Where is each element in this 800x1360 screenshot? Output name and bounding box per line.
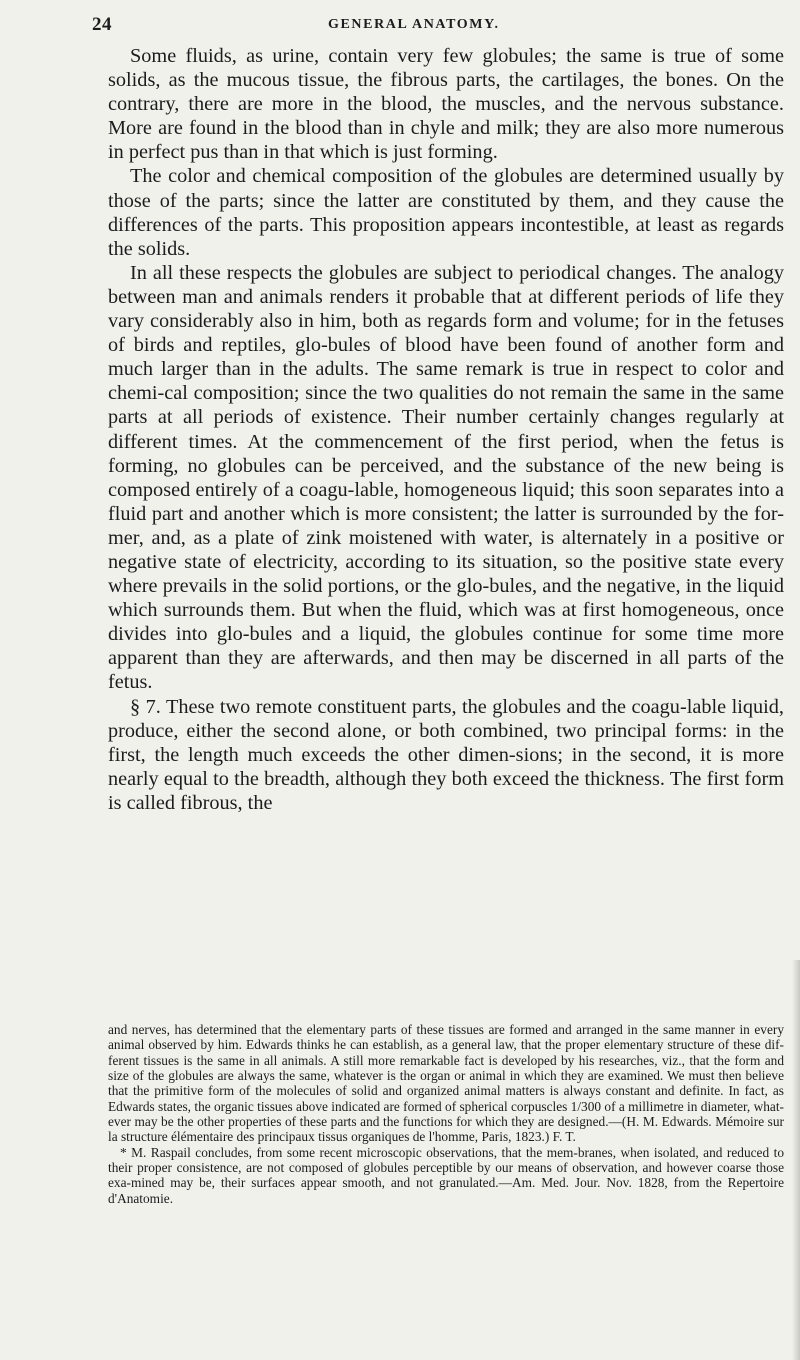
page-edge-shadow — [792, 960, 800, 1360]
paragraph-globule-distribution: Some fluids, as urine, contain very few globules; the same is true of some solids, as the mucous tissue, the fibrous parts, the cartilages, the bones. On the contrary, there are more in the blood, the muscles, and the nervous substance. More are found in the blood than in chyle and milk; they are also more numerous in perfect pus than in that which is just forming. — [108, 45, 784, 164]
footnote-edwards-continuation: and nerves, has determined that the elementary parts of these tissues are formed and arranged in the same manner in every animal observed by him. Edwards thinks he can establish, as a general law, that the proper elementary structure of these dif-ferent tissues is the same in all animals. A still more remarkable fact is developed by his researches, viz., that the form and size of the globules are always the same, whatever is the organ or animal in which they are examined. We must then believe that the primitive form of the molecules of solid and organized animal matters is always constant and definite. In fact, as Edwards states, the organic tissues above indicated are formed of spherical corpuscles 1/300 of a millimetre in diameter, what-ever may be the other properties of these parts and the functions for which they are designed.—(H. M. Edwards. Mémoire sur la structure élémentaire des principaux tissus organiques de l'homme, Paris, 1823.) F. T. — [108, 1022, 784, 1145]
main-text — [108, 44, 784, 815]
paragraph-color-composition: The color and chemical composition of the globules are determined usually by those of the parts; since the latter are constituted by them, and they cause the differences of the parts. This proposition appears incontestible, at least as regards the solids. — [108, 165, 784, 260]
running-title: GENERAL ANATOMY. — [328, 17, 500, 32]
page-number: 24 — [92, 14, 112, 35]
footnotes — [108, 1022, 784, 1206]
paragraph-periodical-changes: In all these respects the globules are subject to periodical changes. The analogy between man and animals renders it probable that at different periods of life they vary considerably also in him, both as regards form and volume; for in the fetuses of birds and reptiles, glo-bules of blood have been found of another form and much larger than in the adults. The same remark is true in respect to color and chemi-cal composition; since the two qualities do not remain the same in the same parts at all periods of existence. Their number certainly changes regularly at different times. At the commencement of the first period, when the fetus is forming, no globules can be perceived, and the substance of the new being is composed entirely of a coagu-lable, homogeneous liquid; this soon separates into a fluid part and another which is more consistent; the latter is surrounded by the for-mer, and, as a plate of zink moistened with water, is alternately in a positive or negative state of electricity, according to its situation, so the positive state every where prevails in the solid portions, or the glo-bules, and the negative, in the liquid which surrounds them. But when the fluid, which was at first homogeneous, once divides into glo-bules and a liquid, the globules continue for some time more apparent than they are afterwards, and then may be discerned in all parts of the fetus. — [108, 261, 784, 694]
paragraph-section-7: § 7. These two remote constituent parts, the globules and the coagu-lable liquid, produce, either the second alone, or both combined, two principal forms: in the first, the length much exceeds the other dimen-sions; in the second, it is more nearly equal to the breadth, although they both exceed the thickness. The first form is called fibrous, the — [108, 695, 784, 814]
footnote-raspail: * M. Raspail concludes, from some recent microscopic observations, that the mem-branes, when isolated, and reduced to their proper consistence, are not composed of globules perceptible by our means of observation, and however coarse those exa-mined may be, their surfaces appear smooth, and not granulated.—Am. Med. Jour. Nov. 1828, from the Repertoire d'Anatomie. — [108, 1144, 784, 1206]
running-head — [92, 14, 782, 38]
